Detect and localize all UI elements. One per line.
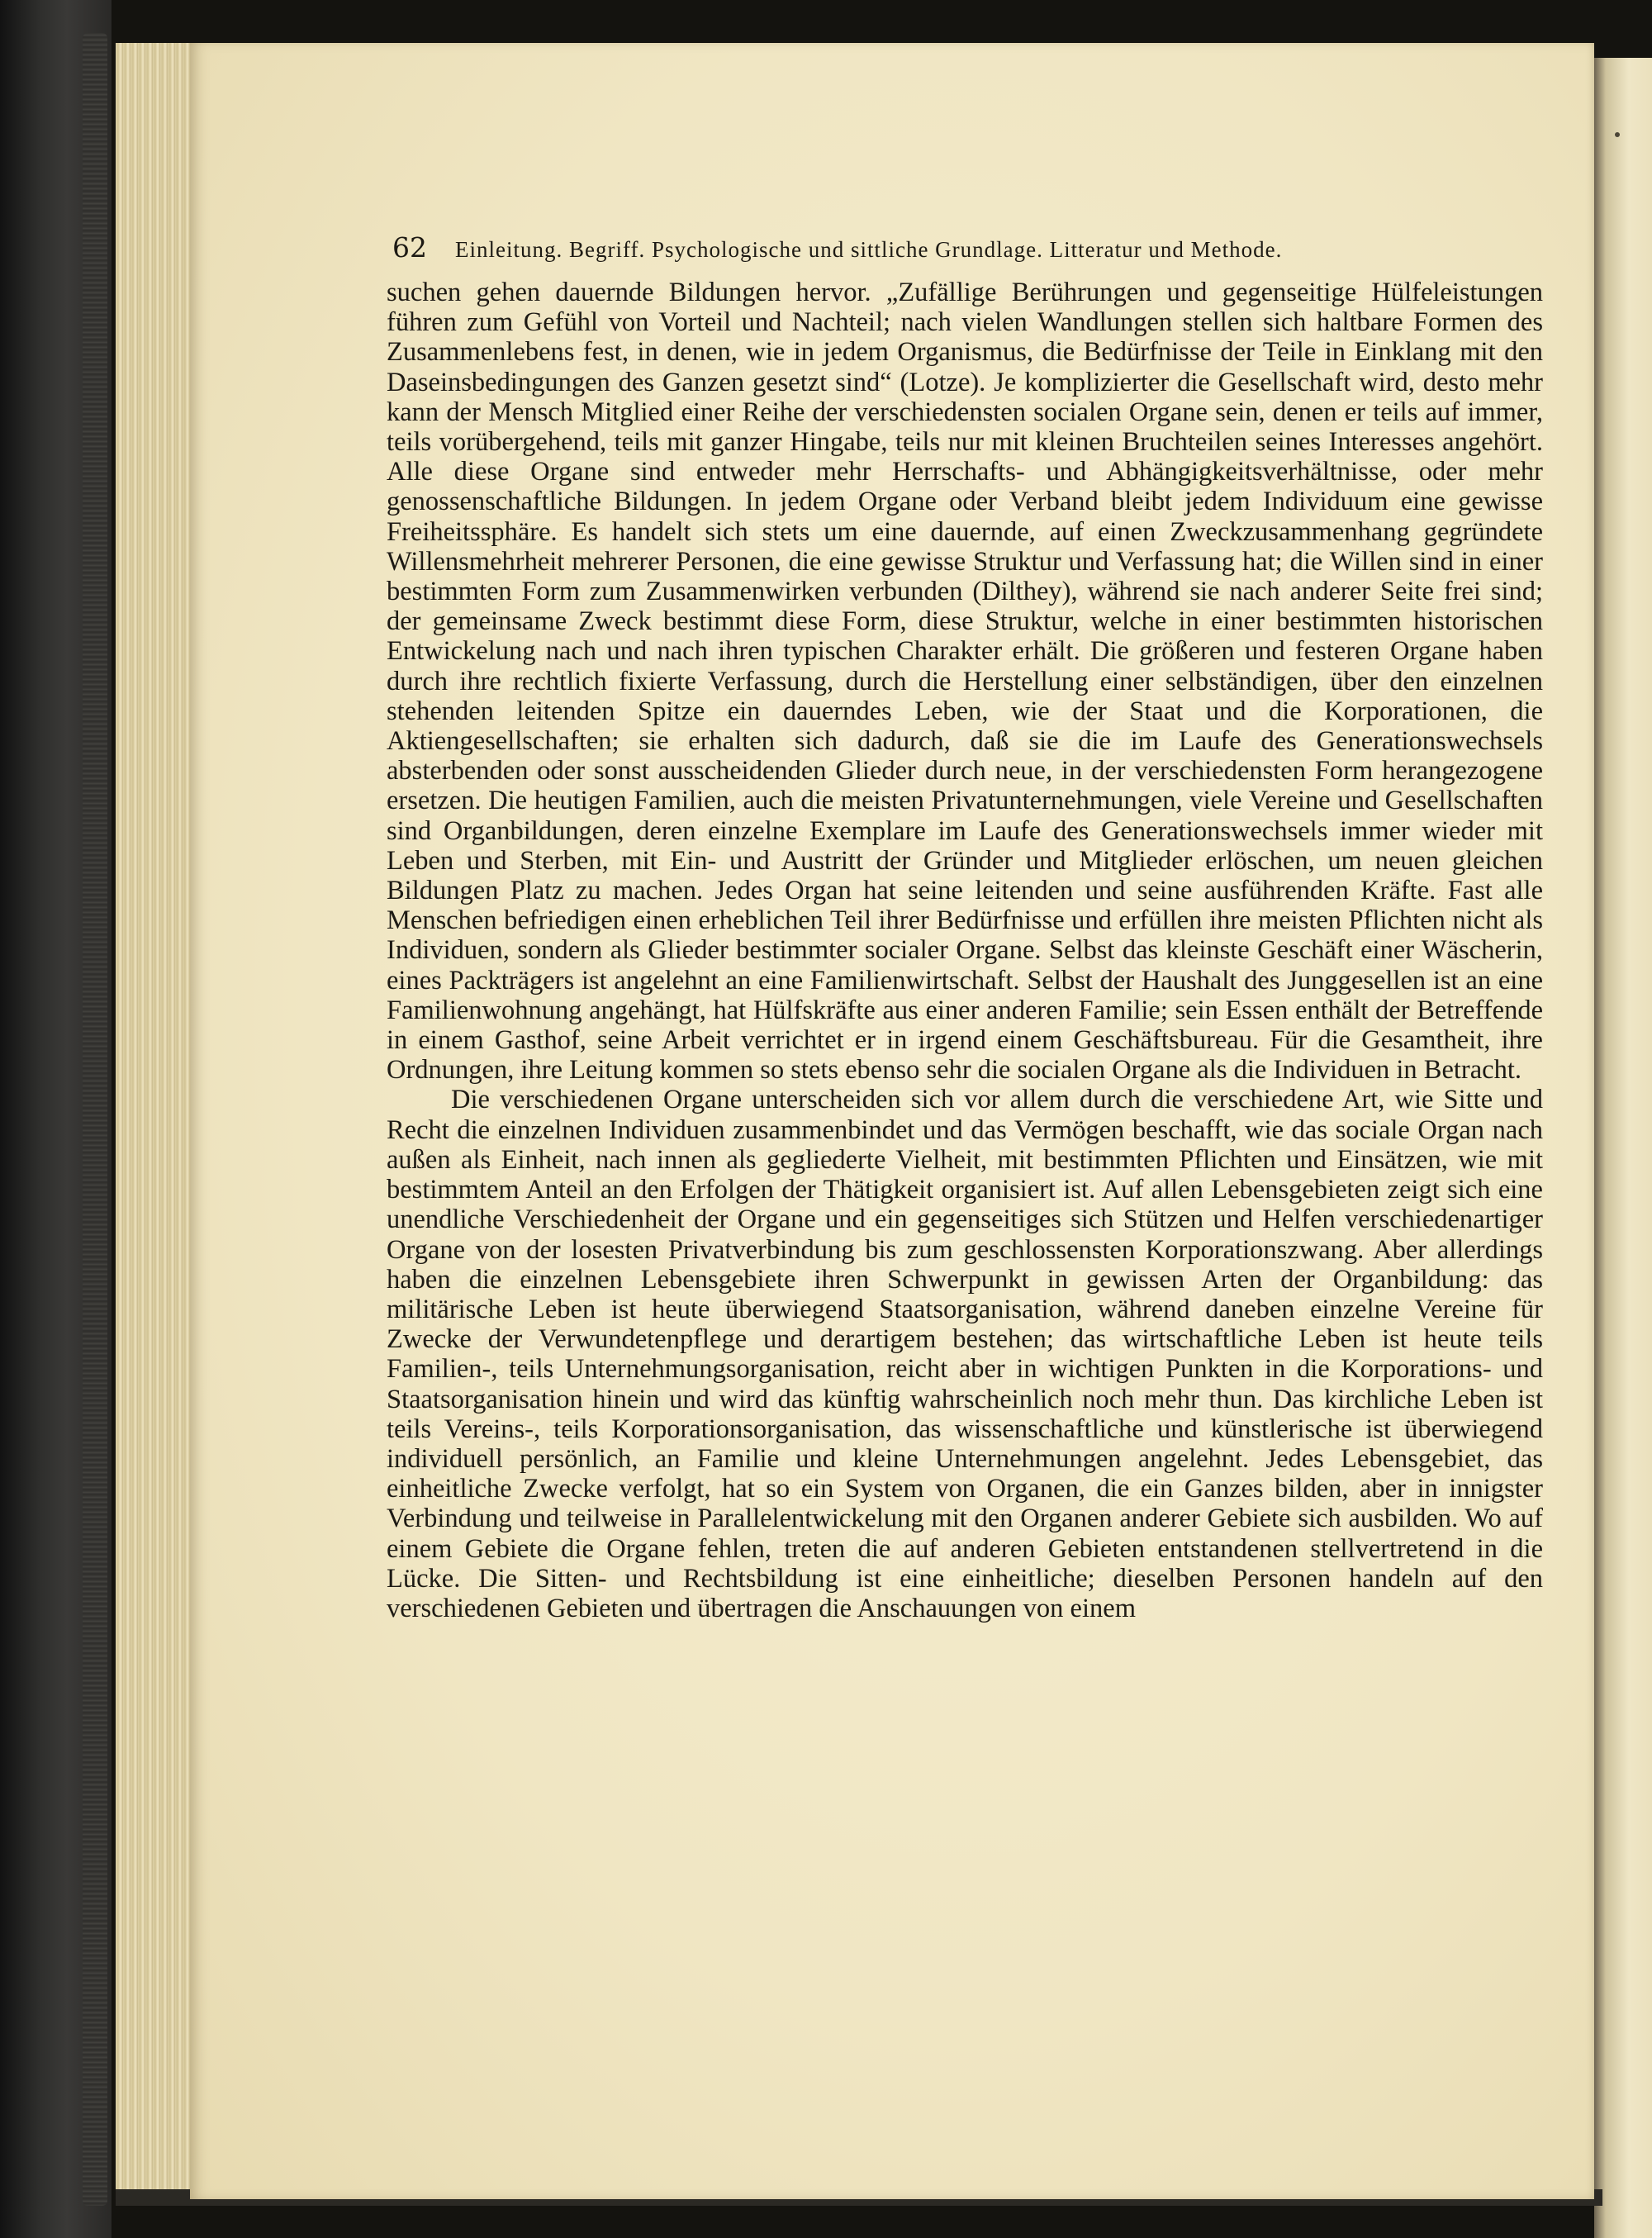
facing-page-edge bbox=[1594, 58, 1652, 2238]
book-spine-texture bbox=[83, 33, 107, 2206]
page-stack-edges bbox=[116, 43, 190, 2191]
dust-spot bbox=[1615, 132, 1620, 137]
paragraph-2: Die verschiedenen Organe unterscheiden sich vor allem durch die verschiedene Art, wie Sitte und Recht die einzelnen Individuen zusammenbindet und das Vermögen beschafft, wie das sociale Organ nach außen als Einheit, nach innen als gegliederte Vielheit, mit bestimmten Pflichten und Einsätzen, wie mit bestimmtem Anteil an den Erfolgen der Thätigkeit organisiert ist. Auf allen Lebensgebieten zeigt sich eine unendliche Verschiedenheit der Organe und ein gegenseitiges sich Stützen und Helfen verschiedenartiger Organe von der losesten Privatverbindung bis zum geschlossensten Korporationszwang. Aber allerdings haben die einzelnen Lebensgebiete ihren Schwerpunkt in gewissen Arten der Organbildung: das militärische Leben ist heute überwiegend Staatsorganisation, während daneben einzelne Vereine für Zwecke der Verwundetenpflege und derartigem bestehen; das wirtschaftliche Leben ist heute teils Familien-, teils Unternehmungsorganisation, reicht aber in wichtigen Punkten in die Korporations- und Staatsorganisation hinein und wird das künftig wahrscheinlich noch mehr thun. Das kirchliche Leben ist teils Vereins-, teils Korporationsorganisation, das wissenschaftliche und künstlerische ist überwiegend individuell persönlich, an Familie und kleine Unternehmungen angelehnt. Jedes Lebensgebiet, das einheitliche Zwecke verfolgt, hat so ein System von Organen, die ein Ganzes bilden, aber in innigster Verbindung und teilweise in Parallelentwickelung mit den Organen anderer Gebiete sich ausbilden. Wo auf einem Gebiete die Organe fehlen, treten die auf anderen Gebieten entstandenen stellvertretend in die Lücke. Die Sitten- und Rechtsbildung ist eine einheitliche; dieselben Personen handeln auf den verschiedenen Gebieten und übertragen die Anschauungen von einem bbox=[387, 1085, 1543, 1623]
page-header bbox=[392, 231, 1565, 264]
body-text bbox=[387, 278, 1543, 1623]
running-head: Einleitung. Begriff. Psychologische und sittliche Grundlage. Litteratur und Methode. bbox=[455, 237, 1283, 262]
paragraph-1: suchen gehen dauernde Bildungen hervor. „Zufällige Berührungen und gegenseitige Hülfeleistungen führen zum Gefühl von Vorteil und Nachteil; nach vielen Wandlungen stellen sich haltbare Formen des Zusammenlebens fest, in denen, wie in jedem Organismus, die Bedürfnisse der Teile in Einklang mit den Daseinsbedingungen des Ganzen gesetzt sind“ (Lotze). Je komplizierter die Gesellschaft wird, desto mehr kann der Mensch Mitglied einer Reihe der verschiedensten socialen Organe sein, denen er teils auf immer, teils vorübergehend, teils mit ganzer Hingabe, teils nur mit kleinen Bruchteilen seines Interesses angehört. Alle diese Organe sind entweder mehr Herrschafts- und Abhängigkeitsverhältnisse, oder mehr genossenschaftliche Bildungen. In jedem Organe oder Verband bleibt jedem Individuum eine gewisse Freiheitssphäre. Es handelt sich stets um eine dauernde, auf einen Zweckzusammenhang gegründete Willensmehrheit mehrerer Personen, die eine gewisse Struktur und Verfassung hat; die Willen sind in einer bestimmten Form zum Zusammenwirken verbunden (Dilthey), während sie nach anderer Seite frei sind; der gemeinsame Zweck bestimmt diese Form, diese Struktur, welche in einer bestimmten historischen Entwickelung nach und nach ihren typischen Charakter erhält. Die größeren und festeren Organe haben durch ihre rechtlich fixierte Verfassung, durch die Herstellung einer selbständigen, über den einzelnen stehenden leitenden Spitze ein dauerndes Leben, wie der Staat und die Korporationen, die Aktiengesellschaften; sie erhalten sich dadurch, daß sie die im Laufe des Generationswechsels absterbenden oder sonst ausscheidenden Glieder durch neue, in der verschiedensten Form herangezogene ersetzen. Die heutigen Familien, auch die meisten Privatunternehmungen, viele Vereine und Gesellschaften sind Organbildungen, deren einzelne Exemplare im Laufe des Generationswechsels immer wieder mit Leben und Sterben, mit Ein- und Austritt der Gründer und Mitglieder erlöschen, um neuen gleichen Bildungen Platz zu machen. Jedes Organ hat seine leitenden und seine ausführenden Kräfte. Fast alle Menschen befriedigen einen erheblichen Teil ihrer Bedürfnisse und erfüllen ihre meisten Pflichten nicht als Individuen, sondern als Glieder bestimmter socialer Organe. Selbst das kleinste Geschäft einer Wäscherin, eines Packträgers ist angelehnt an eine Familienwirtschaft. Selbst der Haushalt des Junggesellen ist an eine Familienwohnung angehängt, hat Hülfskräfte aus einer anderen Familie; sein Essen enthält der Betreffende in einem Gasthof, seine Arbeit verrichtet er in irgend einem Geschäftsbureau. Für die Gesamtheit, ihre Ordnungen, ihre Leitung kommen so stets ebenso sehr die socialen Organe als die Individuen in Betracht. bbox=[387, 278, 1543, 1086]
page-number: 62 bbox=[392, 231, 427, 264]
